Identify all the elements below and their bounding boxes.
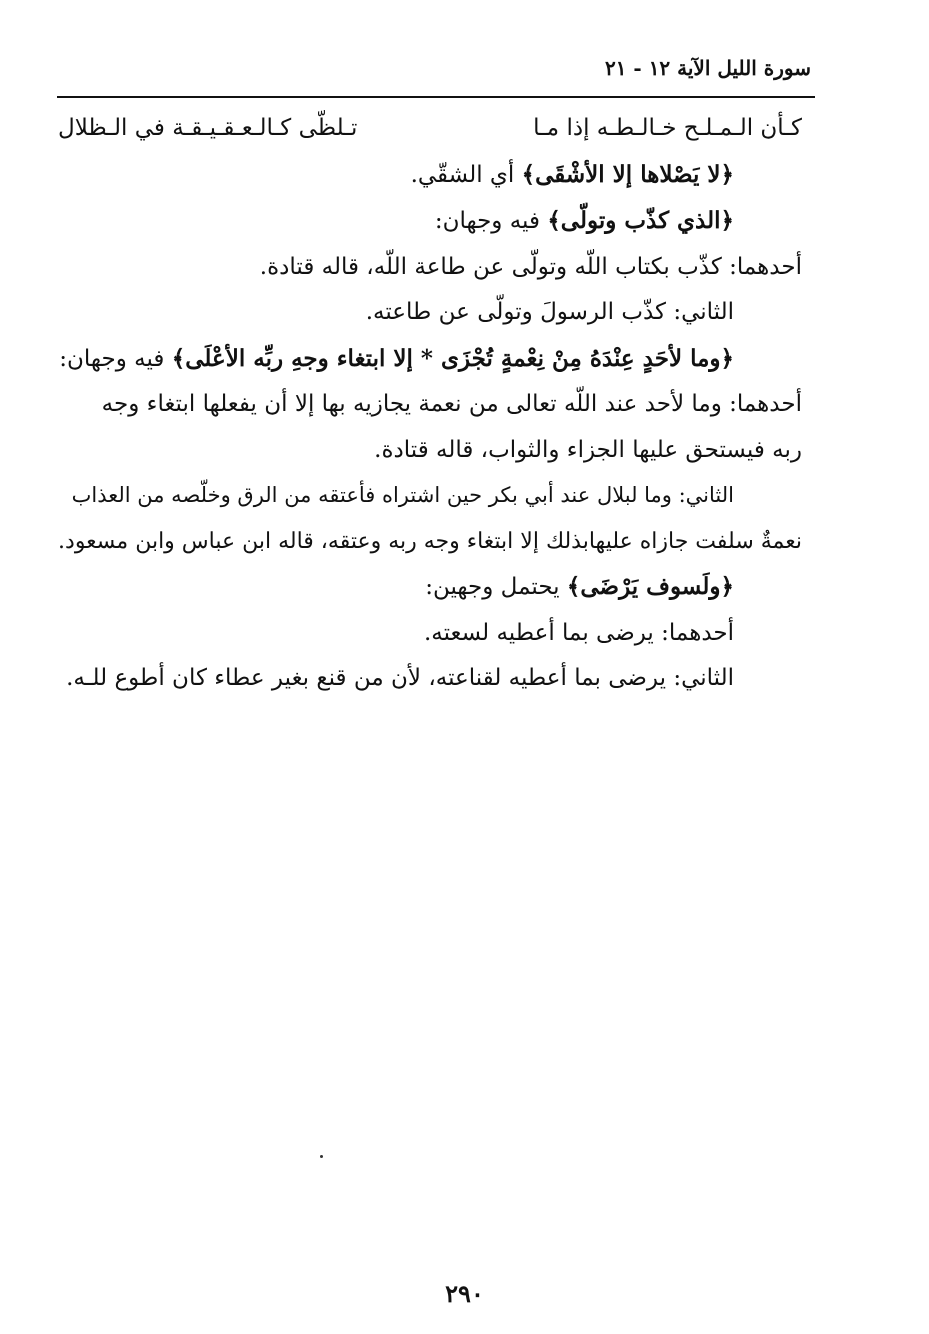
commentary-text: فيه وجهان: <box>59 345 172 372</box>
paragraph-line <box>58 245 802 291</box>
paragraph-line <box>58 519 802 565</box>
paragraph-line <box>58 336 802 383</box>
paragraph-line <box>58 152 802 199</box>
commentary-text: أحدهما: كذّب بكتاب اللّه وتولّى عن طاعة اللّه، قاله قتادة. <box>259 253 802 280</box>
paragraph-line <box>58 428 802 474</box>
poem-right-hemistich: كـأن الـمـلـح خـالـطـه إذا مـا <box>533 115 802 141</box>
commentary-text: الثاني: وما لبلال عند أبي بكر حين اشتراه فأعتقه من الرق وخلّصه من العذاب <box>71 483 734 507</box>
header-rule <box>57 96 815 98</box>
running-header: سورة الليل الآية ١٢ - ٢١ <box>604 56 811 80</box>
commentary-text: أي الشقّي. <box>410 161 522 188</box>
quran-verse: ﴿الذي كذّب وتولّى﴾ <box>547 207 734 234</box>
paragraph-line <box>58 382 802 428</box>
commentary-text: أحدهما: يرضى بما أعطيه لسعته. <box>423 619 734 646</box>
paragraph-line <box>58 473 802 519</box>
poetry-line <box>58 106 802 152</box>
paragraph-line <box>58 198 802 245</box>
commentary-text: فيه وجهان: <box>434 208 548 234</box>
paragraph-line <box>58 656 802 702</box>
commentary-text: الثاني: يرضى بما أعطيه لقناعته، لأن من قنع بغير عطاء كان أطوع للـه. <box>66 665 734 691</box>
page-number: ٢٩٠ <box>445 1279 484 1308</box>
quran-verse: ﴿لا يَصْلاها إلا الأشْقَى﴾ <box>521 160 734 188</box>
paragraph-line <box>58 564 802 611</box>
paragraph-line <box>58 611 802 657</box>
paragraph-line <box>58 290 802 336</box>
commentary-text: نعمةٌ سلفت جازاه عليهابذلك إلا ابتغاء وجه ربه وعتقه، قاله ابن عباس وابن مسعود. <box>58 528 802 554</box>
speck-mark <box>320 1155 323 1158</box>
commentary-text: يحتمل وجهين: <box>425 574 567 600</box>
body-text <box>58 106 802 702</box>
quran-verse: ﴿وما لأحَدٍ عِنْدَهُ مِنْ نِعْمةٍ تُجْزَى * إلا ابتغاء وجهِ ربِّه الأعْلَى﴾ <box>171 344 734 372</box>
commentary-text: ربه فيستحق عليها الجزاء والثواب، قاله قتادة. <box>374 436 802 463</box>
quran-verse: ﴿ولَسوف يَرْضَى﴾ <box>566 573 734 600</box>
poem-left-hemistich: تـلظّى كـالـعـقـيـقـة في الـظلال <box>58 115 358 141</box>
commentary-text: الثاني: كذّب الرسولَ وتولّى عن طاعته. <box>365 299 734 325</box>
commentary-text: أحدهما: وما لأحد عند اللّه تعالى من نعمة يجازيه بها إلا أن يفعلها ابتغاء وجه <box>101 391 802 417</box>
